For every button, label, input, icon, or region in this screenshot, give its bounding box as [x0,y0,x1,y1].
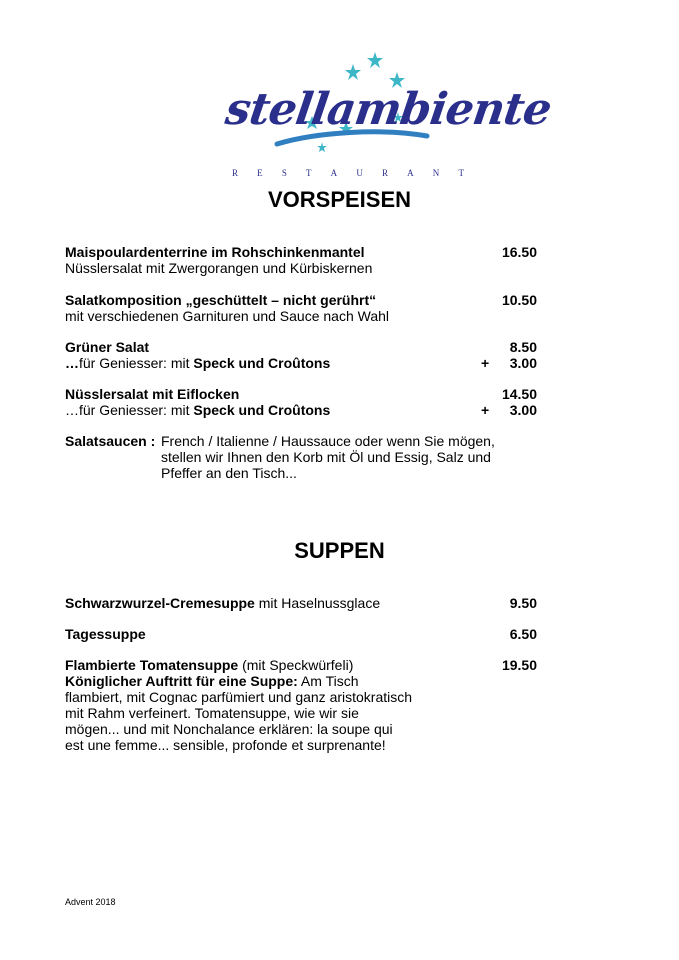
menu-item [65,339,537,371]
menu-item [65,386,537,418]
menu-item: Schwarzwurzel-Cremesuppe mit Haselnussglace 9.50 [65,595,537,611]
item-addon: …für Geniesser: mit Speck und Croûtons + 3.00 [65,402,537,418]
item-price: 8.50 [509,339,537,355]
item-price: 10.50 [501,292,537,308]
addon-price: 3.00 [509,355,537,371]
item-description: mit verschiedenen Garnituren und Sauce nach Wahl [65,308,389,324]
star-icon [345,64,361,80]
star-icon [317,142,327,152]
menu-item [65,292,537,324]
item-name: Schwarzwurzel-Cremesuppe [65,595,255,611]
logo-wordmark: stellambiente [222,84,554,135]
item-name: Salatkomposition „geschüttelt – nicht gerührt“ [65,292,377,308]
logo-subtitle: R E S T A U R A N T [232,168,464,178]
star-icon [367,52,383,68]
item-description: Nüsslersalat mit Zwergorangen und Kürbiskernen [65,260,373,276]
addon-plus: + [481,402,490,418]
addon-price: 3.00 [509,402,537,418]
item-price: 6.50 [509,626,537,642]
section-title-vorspeisen: VORSPEISEN [267,187,412,212]
section-title-suppen: SUPPEN [294,538,385,563]
menu-item [65,626,537,642]
restaurant-logo [222,44,554,184]
menu-item: Flambierte Tomatensuppe (mit Speckwürfeli) 19.50 Königlicher Auftritt für eine Suppe: Am Tisch flambiert, mit Cognac parfümiert und ganz aristokratisch mit Rahm verfeinert. Tomatensuppe, wie wir sie mögen... und mit Nonchalance erklären: la soupe qui est une femme... sensible, profonde et surprenante! [65,657,537,753]
menu-item [65,244,537,276]
footer-note: Advent 2018 [65,897,116,907]
item-price: 14.50 [501,386,537,402]
sauces-label: Salatsaucen : [65,433,156,449]
item-name: Flambierte Tomatensuppe [65,657,239,673]
item-name: Grüner Salat [65,339,150,355]
addon-plus: + [481,355,490,371]
sauces-text: French / Italienne / Haussauce oder wenn Sie mögen, stellen wir Ihnen den Korb mit Öl und Essig, Salz und Pfeffer an den Tisch... [161,433,495,481]
item-description: Königlicher Auftritt für eine Suppe: Am Tisch flambiert, mit Cognac parfümiert und ganz aristokratisch mit Rahm verfeinert. Tomatensuppe, wie wir sie mögen... und mit Nonchalance erklären: la soupe qui est une femme... sensible, profonde et surprenante! [65,673,413,753]
item-name: Maispoulardenterrine im Rohschinkenmantel [65,244,365,260]
salad-sauces [65,433,505,481]
item-price: 16.50 [501,244,537,260]
item-price: 9.50 [509,595,537,611]
item-addon: …für Geniesser: mit Speck und Croûtons + 3.00 [65,355,537,371]
item-name: Nüsslersalat mit Eiflocken [65,386,240,402]
item-name: Tagessuppe [65,626,146,642]
item-price: 19.50 [501,657,537,673]
